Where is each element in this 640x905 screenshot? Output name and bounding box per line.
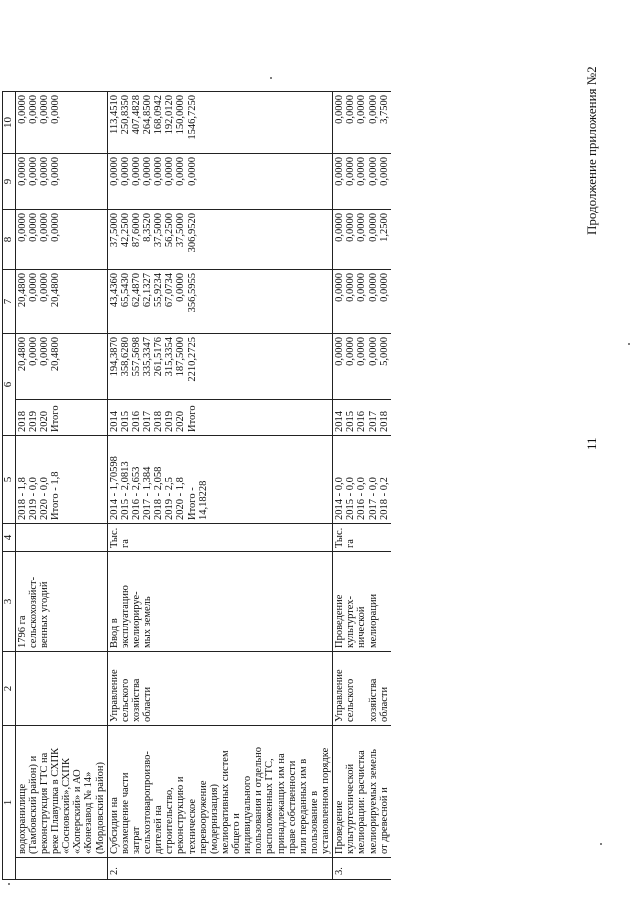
- row-local-budget-line: 0,0000: [345, 157, 357, 186]
- row-description-line: (Мордовский район): [94, 762, 106, 854]
- row-federal-budget-line: 62,4870: [130, 273, 142, 308]
- table-row: [15, 92, 107, 880]
- row-indicator-line: 1796 га: [16, 615, 28, 648]
- row-extrabudgetary-line: 1546,7250: [186, 95, 198, 140]
- row-regional-budget-line: 56,2500: [164, 213, 176, 248]
- row-total-amount-line: 187,5000: [175, 337, 187, 377]
- row-regional-budget-line: 87,6000: [130, 213, 142, 248]
- row-regional-budget-line: 0,0000: [334, 213, 346, 242]
- row-federal-budget-line: 67,0734: [164, 273, 176, 308]
- row-extrabudgetary-line: 168,0942: [153, 95, 165, 135]
- header-col-10: 10: [3, 92, 16, 154]
- row-description-line: «Конезавод № 14»: [83, 771, 95, 854]
- row-local-budget-line: 0,0000: [38, 157, 50, 186]
- program-table: [2, 91, 391, 880]
- row-indicator-cell: [107, 552, 333, 652]
- row-federal-budget-line: 62,1327: [142, 273, 154, 308]
- column-number-header: [3, 92, 16, 880]
- row-total-amount-line: 20,4800: [50, 337, 62, 372]
- row-years-line: 2020: [38, 411, 50, 432]
- row-description-line: затрат: [130, 826, 142, 854]
- row-unit-line: га: [119, 539, 131, 548]
- row-federal-budget-line: 55,9234: [153, 273, 165, 308]
- row-local-budget-line: 0,0000: [164, 157, 176, 186]
- row-executor-line: области: [142, 686, 154, 722]
- row-description-line: индивидуального: [242, 775, 254, 854]
- row-years-line: 2014: [334, 411, 346, 432]
- row-indicator-line: венных угодий: [38, 581, 50, 648]
- row-local-budget-line: 0,0000: [119, 157, 131, 186]
- row-federal-budget-line: 356,5955: [186, 273, 198, 313]
- row-local-budget-line: 0,0000: [130, 157, 142, 186]
- row-local-budget-cell: [15, 154, 107, 210]
- row-federal-budget-line: 65,5430: [119, 273, 131, 308]
- row-total-amount-line: 0,0000: [367, 337, 379, 366]
- header-col-7: 7: [3, 270, 16, 334]
- row-description-line: принадлежащих им на: [275, 753, 287, 854]
- row-number-cell: [107, 858, 333, 880]
- row-local-budget-line: 0,0000: [367, 157, 379, 186]
- row-regional-budget-line: 0,0000: [367, 213, 379, 242]
- row-description-line: водохранилище: [16, 783, 28, 854]
- header-col-3: 3: [3, 552, 16, 652]
- row-years-cell: [333, 400, 391, 436]
- appendix-caption: Продолжение приложения №2: [584, 66, 599, 235]
- row-description-line: (модернизация): [208, 784, 220, 854]
- row-unit-line: Тыс.: [334, 527, 346, 548]
- row-extrabudgetary-line: 407,4828: [130, 95, 142, 135]
- row-regional-budget-cell: [333, 210, 391, 270]
- row-regional-budget-cell: [15, 210, 107, 270]
- row-unit-line: Тыс.: [108, 527, 120, 548]
- row-local-budget-line: 0,0000: [153, 157, 165, 186]
- row-extrabudgetary-line: 0,0000: [27, 95, 39, 124]
- row-indicator-line: мых земель: [142, 596, 154, 648]
- header-col-1: 1: [3, 726, 16, 880]
- row-federal-budget-line: 0,0000: [367, 273, 379, 302]
- row-indicator-line: культуртех-: [345, 595, 357, 648]
- row-description-line: перевооружение: [197, 780, 209, 854]
- row-description-line: общего и: [231, 813, 243, 854]
- row-indicator-values-line: 2020 - 1,8: [175, 477, 187, 520]
- row-years-line: Итого: [186, 405, 198, 432]
- row-description-line: дителей на: [153, 805, 165, 854]
- row-description-line: техническое: [186, 798, 198, 854]
- row-indicator-values-line: 2020 - 0,0: [38, 477, 50, 520]
- row-total-amount-cell: [15, 334, 107, 400]
- row-total-amount-line: 358,6280: [119, 337, 131, 377]
- row-extrabudgetary-line: 250,8350: [119, 95, 131, 135]
- row-federal-budget-line: 0,0000: [378, 273, 390, 302]
- row-extrabudgetary-cell: [107, 92, 333, 154]
- row-years-line: 2019: [164, 411, 176, 432]
- row-years-line: 2017: [367, 411, 379, 432]
- row-indicator-values-line: 2018 - 2,058: [153, 466, 165, 520]
- row-extrabudgetary-line: 113,4510: [108, 95, 120, 134]
- row-extrabudgetary-cell: [333, 92, 391, 154]
- row-extrabudgetary-line: 0,0000: [334, 95, 346, 124]
- row-indicator-values-line: 2015 - 0,0: [345, 477, 357, 520]
- row-indicator-cell: [15, 552, 107, 652]
- row-years-cell: [15, 400, 107, 436]
- row-description-line: (Тамбовский район) и: [27, 755, 39, 854]
- header-col-5: 5: [3, 436, 16, 524]
- row-regional-budget-line: 0,0000: [27, 213, 39, 242]
- row-executor-line: хозяйства: [367, 678, 379, 722]
- row-total-amount-line: 0,0000: [38, 337, 50, 366]
- row-total-amount-line: 0,0000: [345, 337, 357, 366]
- row-unit-cell: [15, 524, 107, 552]
- row-indicator-line: Проведение: [334, 594, 346, 648]
- row-years-line: 2018: [378, 411, 390, 432]
- row-description-line: реконструкция ГТС на: [38, 752, 50, 854]
- row-description-line: праве собственности: [286, 760, 298, 854]
- row-federal-budget-cell: [107, 270, 333, 334]
- row-extrabudgetary-line: 150,0000: [175, 95, 187, 135]
- row-indicator-line: нической: [356, 606, 368, 648]
- row-executor-line: Управление: [108, 669, 120, 722]
- page-number: 11: [584, 437, 599, 450]
- table-row: [333, 92, 391, 880]
- row-regional-budget-line: 0,0000: [38, 213, 50, 242]
- row-regional-budget-line: 0,0000: [345, 213, 357, 242]
- row-description-line: установленном порядке: [320, 747, 332, 854]
- row-number: 3.: [334, 867, 346, 875]
- row-federal-budget-line: 0,0000: [356, 273, 368, 302]
- row-indicator-values-line: 2014 - 0,0: [334, 477, 346, 520]
- row-description-line: пользования и отдельно: [253, 747, 265, 854]
- row-extrabudgetary-line: 192,0120: [164, 95, 176, 135]
- row-regional-budget-line: 306,9520: [186, 213, 198, 253]
- header-col-2: 2: [3, 652, 16, 726]
- header-col-6: 6: [3, 334, 16, 436]
- row-regional-budget-line: 37,5000: [175, 213, 187, 248]
- header-col-4: 4: [3, 524, 16, 552]
- row-executor-cell: [15, 652, 107, 726]
- row-description-line: от древесной и: [378, 787, 390, 854]
- row-total-amount-cell: [333, 334, 391, 400]
- row-regional-budget-line: 8,3520: [142, 213, 154, 242]
- row-extrabudgetary-line: 0,0000: [16, 95, 28, 124]
- row-executor-line: области: [378, 686, 390, 722]
- row-total-amount-line: 20,4800: [16, 337, 28, 372]
- row-indicator-values-cell: [107, 436, 333, 524]
- row-regional-budget-line: 37,5000: [153, 213, 165, 248]
- row-local-budget-line: 0,0000: [186, 157, 198, 186]
- row-indicator-values-cell: [15, 436, 107, 524]
- row-years-line: 2018: [153, 411, 165, 432]
- row-description-line: пользование в: [308, 790, 320, 854]
- row-total-amount-line: 5,0000: [378, 337, 390, 366]
- row-extrabudgetary-line: 0,0000: [345, 95, 357, 124]
- row-indicator-values-line: Итого - 1,8: [50, 471, 62, 520]
- scan-speck: [8, 883, 10, 885]
- row-indicator-line: сельскохозяйст-: [27, 576, 39, 648]
- row-local-budget-line: 0,0000: [356, 157, 368, 186]
- row-executor-cell: [333, 652, 391, 726]
- row-executor-line: сельского: [119, 678, 131, 722]
- row-years-line: 2018: [16, 411, 28, 432]
- row-total-amount-line: 335,3347: [142, 337, 154, 377]
- row-indicator-line: мелиорируе-: [130, 591, 142, 648]
- header-col-8: 8: [3, 210, 16, 270]
- row-local-budget-line: 0,0000: [334, 157, 346, 186]
- row-years-line: 2015: [119, 411, 131, 432]
- row-years-line: 2016: [356, 411, 368, 432]
- row-years-line: 2017: [142, 411, 154, 432]
- row-unit-cell: [107, 524, 333, 552]
- row-federal-budget-cell: [333, 270, 391, 334]
- row-indicator-line: Ввод в: [108, 618, 120, 648]
- row-description-cell: [15, 726, 107, 858]
- row-executor-line: хозяйства: [130, 678, 142, 722]
- row-description-line: культуртехнической: [345, 763, 357, 854]
- row-regional-budget-line: 1,2500: [378, 213, 390, 242]
- row-description-line: Проведение: [334, 800, 346, 854]
- row-extrabudgetary-line: 0,0000: [356, 95, 368, 124]
- row-total-amount-cell: [107, 334, 333, 400]
- row-indicator-cell: [333, 552, 391, 652]
- row-local-budget-line: 0,0000: [108, 157, 120, 186]
- row-regional-budget-line: 37,5000: [108, 213, 120, 248]
- row-local-budget-line: 0,0000: [16, 157, 28, 186]
- row-total-amount-line: 0,0000: [27, 337, 39, 366]
- row-indicator-values-line: 2016 - 0,0: [356, 477, 368, 520]
- row-federal-budget-line: 20,4800: [50, 273, 62, 308]
- row-indicator-values-line: 2016 - 2,653: [130, 466, 142, 520]
- row-description-line: реке Плавушка в СХПК: [50, 747, 62, 854]
- row-description-line: расположенных ГТС,: [264, 758, 276, 854]
- row-local-budget-line: 0,0000: [142, 157, 154, 186]
- row-indicator-values-line: 2015 - 2,0813: [119, 461, 131, 520]
- scan-speck: [270, 77, 272, 79]
- row-local-budget-cell: [107, 154, 333, 210]
- row-extrabudgetary-cell: [15, 92, 107, 154]
- row-total-amount-line: 0,0000: [356, 337, 368, 366]
- scan-speck: [628, 343, 630, 345]
- row-total-amount-line: 194,3870: [108, 337, 120, 377]
- row-federal-budget-cell: [15, 270, 107, 334]
- row-regional-budget-line: 0,0000: [16, 213, 28, 242]
- row-indicator-line: эксплуатацию: [119, 585, 131, 648]
- row-description-line: строительство,: [164, 787, 176, 854]
- row-description-line: реконструкцию и: [175, 776, 187, 854]
- scan-speck: [600, 843, 602, 845]
- row-regional-budget-line: 0,0000: [356, 213, 368, 242]
- row-number-cell: [15, 858, 107, 880]
- row-federal-budget-line: 0,0000: [38, 273, 50, 302]
- row-federal-budget-line: 0,0000: [334, 273, 346, 302]
- row-unit-line: га: [345, 539, 357, 548]
- row-description-cell: [333, 726, 391, 858]
- row-local-budget-cell: [333, 154, 391, 210]
- row-indicator-values-line: 2019 - 2,5: [164, 477, 176, 520]
- row-federal-budget-line: 0,0000: [175, 273, 187, 302]
- row-extrabudgetary-line: 0,0000: [50, 95, 62, 124]
- row-local-budget-line: 0,0000: [378, 157, 390, 186]
- table-body: [15, 92, 391, 880]
- row-federal-budget-line: 43,4360: [108, 273, 120, 308]
- row-indicator-values-line: 2017 - 1,384: [142, 466, 154, 520]
- row-local-budget-line: 0,0000: [27, 157, 39, 186]
- row-executor-line: сельского: [345, 678, 357, 722]
- row-extrabudgetary-line: 264,8500: [142, 95, 154, 135]
- row-years-line: Итого: [50, 405, 62, 432]
- row-regional-budget-cell: [107, 210, 333, 270]
- row-total-amount-line: 315,3354: [164, 337, 176, 377]
- row-number: 2.: [108, 867, 120, 875]
- row-extrabudgetary-line: 0,0000: [367, 95, 379, 124]
- row-description-line: возмещение части: [119, 772, 131, 854]
- row-total-amount-line: 0,0000: [334, 337, 346, 366]
- row-total-amount-line: 261,5176: [153, 337, 165, 377]
- row-extrabudgetary-line: 0,0000: [38, 95, 50, 124]
- row-number-cell: [333, 858, 391, 880]
- row-indicator-values-line: 2017 - 0,0: [367, 477, 379, 520]
- row-federal-budget-line: 0,0000: [27, 273, 39, 302]
- row-executor-cell: [107, 652, 333, 726]
- row-description-cell: [107, 726, 333, 858]
- row-description-line: мелиорируемых земель: [367, 749, 379, 854]
- row-indicator-values-line: 14,18228: [197, 480, 209, 520]
- row-years-line: 2020: [175, 411, 187, 432]
- row-description-line: «Сосновский»,СХПК: [61, 758, 73, 854]
- row-indicator-values-line: 2014 - 1,70598: [108, 456, 120, 520]
- row-executor-line: Управление: [334, 669, 346, 722]
- row-description-line: мелиоративных систем: [219, 750, 231, 854]
- row-years-line: 2014: [108, 411, 120, 432]
- row-regional-budget-line: 42,2500: [119, 213, 131, 248]
- row-local-budget-line: 0,0000: [50, 157, 62, 186]
- row-description-line: Субсидии на: [108, 797, 120, 854]
- row-description-line: сельхозтоваропроизво-: [142, 751, 154, 854]
- row-indicator-values-cell: [333, 436, 391, 524]
- row-indicator-line: мелиорации: [367, 593, 379, 648]
- row-description-line: «Хоперский» и АО: [72, 769, 84, 854]
- row-total-amount-line: 557,5698: [130, 337, 142, 377]
- row-description-line: или переданных им в: [297, 758, 309, 854]
- row-years-line: 2015: [345, 411, 357, 432]
- row-indicator-values-line: 2018 - 0,2: [378, 477, 390, 520]
- row-years-line: 2016: [130, 411, 142, 432]
- row-indicator-values-line: Итого -: [186, 487, 198, 520]
- row-local-budget-line: 0,0000: [175, 157, 187, 186]
- row-years-line: 2019: [27, 411, 39, 432]
- row-indicator-values-line: 2018 - 1,8: [16, 477, 28, 520]
- row-years-cell: [107, 400, 333, 436]
- row-total-amount-line: 2210,2725: [186, 337, 198, 382]
- row-extrabudgetary-line: 3,7500: [378, 95, 390, 124]
- row-federal-budget-line: 20,4800: [16, 273, 28, 308]
- table-row: [107, 92, 333, 880]
- row-regional-budget-line: 0,0000: [50, 213, 62, 242]
- header-col-9: 9: [3, 154, 16, 210]
- row-indicator-values-line: 2019 - 0,0: [27, 477, 39, 520]
- row-unit-cell: [333, 524, 391, 552]
- row-federal-budget-line: 0,0000: [345, 273, 357, 302]
- row-description-line: мелиорации: расчистка: [356, 750, 368, 854]
- row-executor-line: [356, 655, 367, 722]
